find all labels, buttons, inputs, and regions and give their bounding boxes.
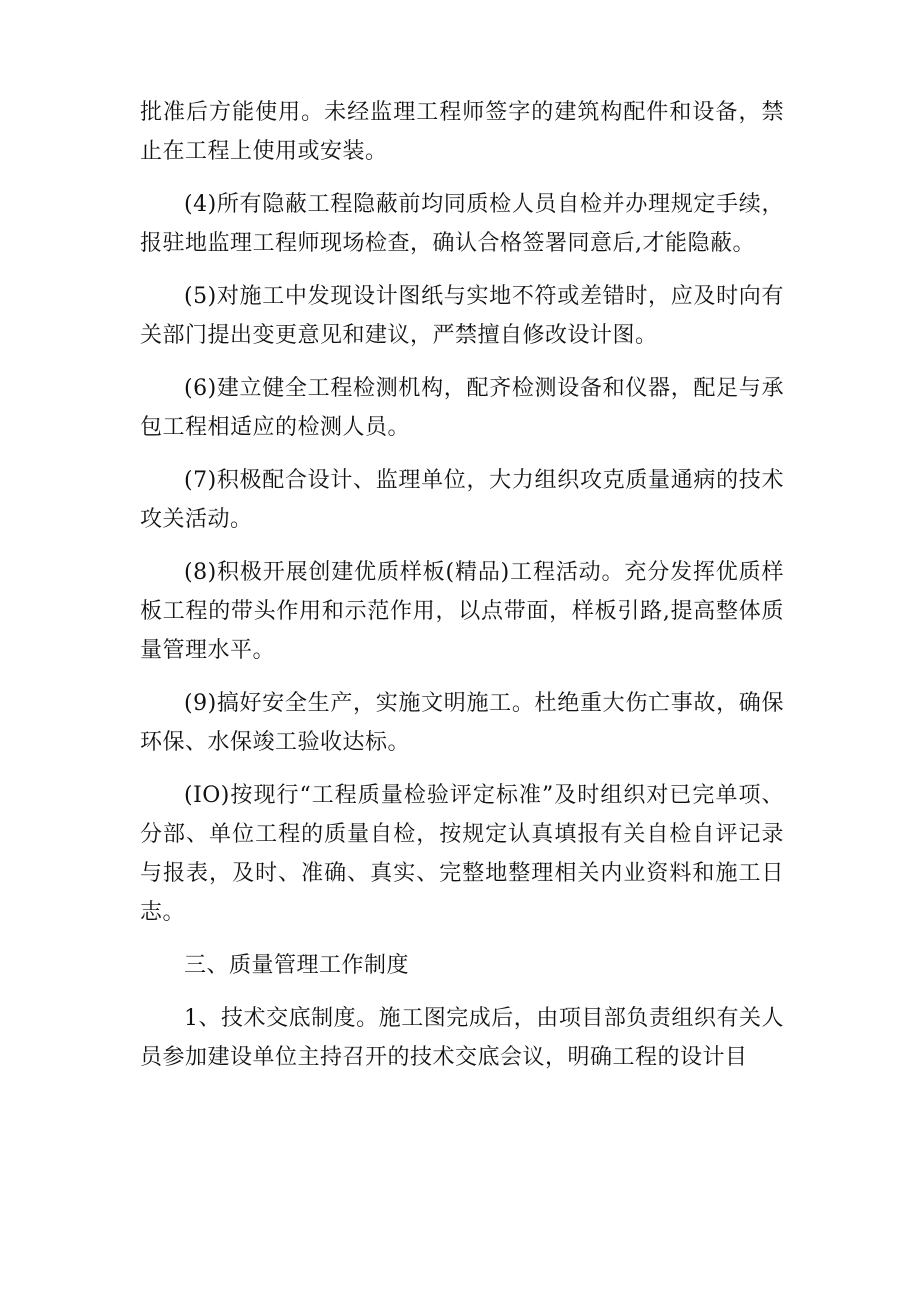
paragraph-item-4: (4)所有隐蔽工程隐蔽前均同质检人员自检并办理规定手续，报驻地监理工程师现场检查，确认合格签署同意后,才能隐蔽。 (140, 192, 784, 256)
paragraph-item-6: (6)建立健全工程检测机构，配齐检测设备和仪器，配足与承包工程相适应的检测人员。 (140, 376, 784, 440)
paragraph-continuation: 批准后方能使用。未经监理工程师签字的建筑构配件和设备，禁止在工程上使用或安装。 (140, 100, 784, 164)
paragraph-item-7: (7)积极配合设计、监理单位，大力组织攻克质量通病的技术攻关活动。 (140, 468, 784, 532)
paragraph-item-9: (9)搞好安全生产，实施文明施工。杜绝重大伤亡事故，确保环保、水保竣工验收达标。 (140, 691, 784, 755)
document-body (140, 93, 784, 1077)
paragraph-item-8: (8)积极开展创建优质样板(精品)工程活动。充分发挥优质样板工程的带头作用和示范作用，以点带面，样板引路,提高整体质量管理水平。 (140, 560, 784, 663)
section-heading: 三、质量管理工作制度 (184, 953, 410, 978)
paragraph-item-5: (5)对施工中发现设计图纸与实地不符或差错时，应及时向有关部门提出变更意见和建议，严禁擅自修改设计图。 (140, 284, 784, 348)
paragraph-item-10: (IO)按现行“工程质量检验评定标准”及时组织对已完单项、分部、单位工程的质量自检，按规定认真填报有关自检自评记录与报表，及时、准确、真实、完整地整理相关内业资料和施工日志。 (140, 783, 784, 925)
paragraph-technical-briefing: 1、技术交底制度。施工图完成后，由项目部负责组织有关人员参加建设单位主持召开的技术交底会议，明确工程的设计目 (140, 1006, 784, 1070)
